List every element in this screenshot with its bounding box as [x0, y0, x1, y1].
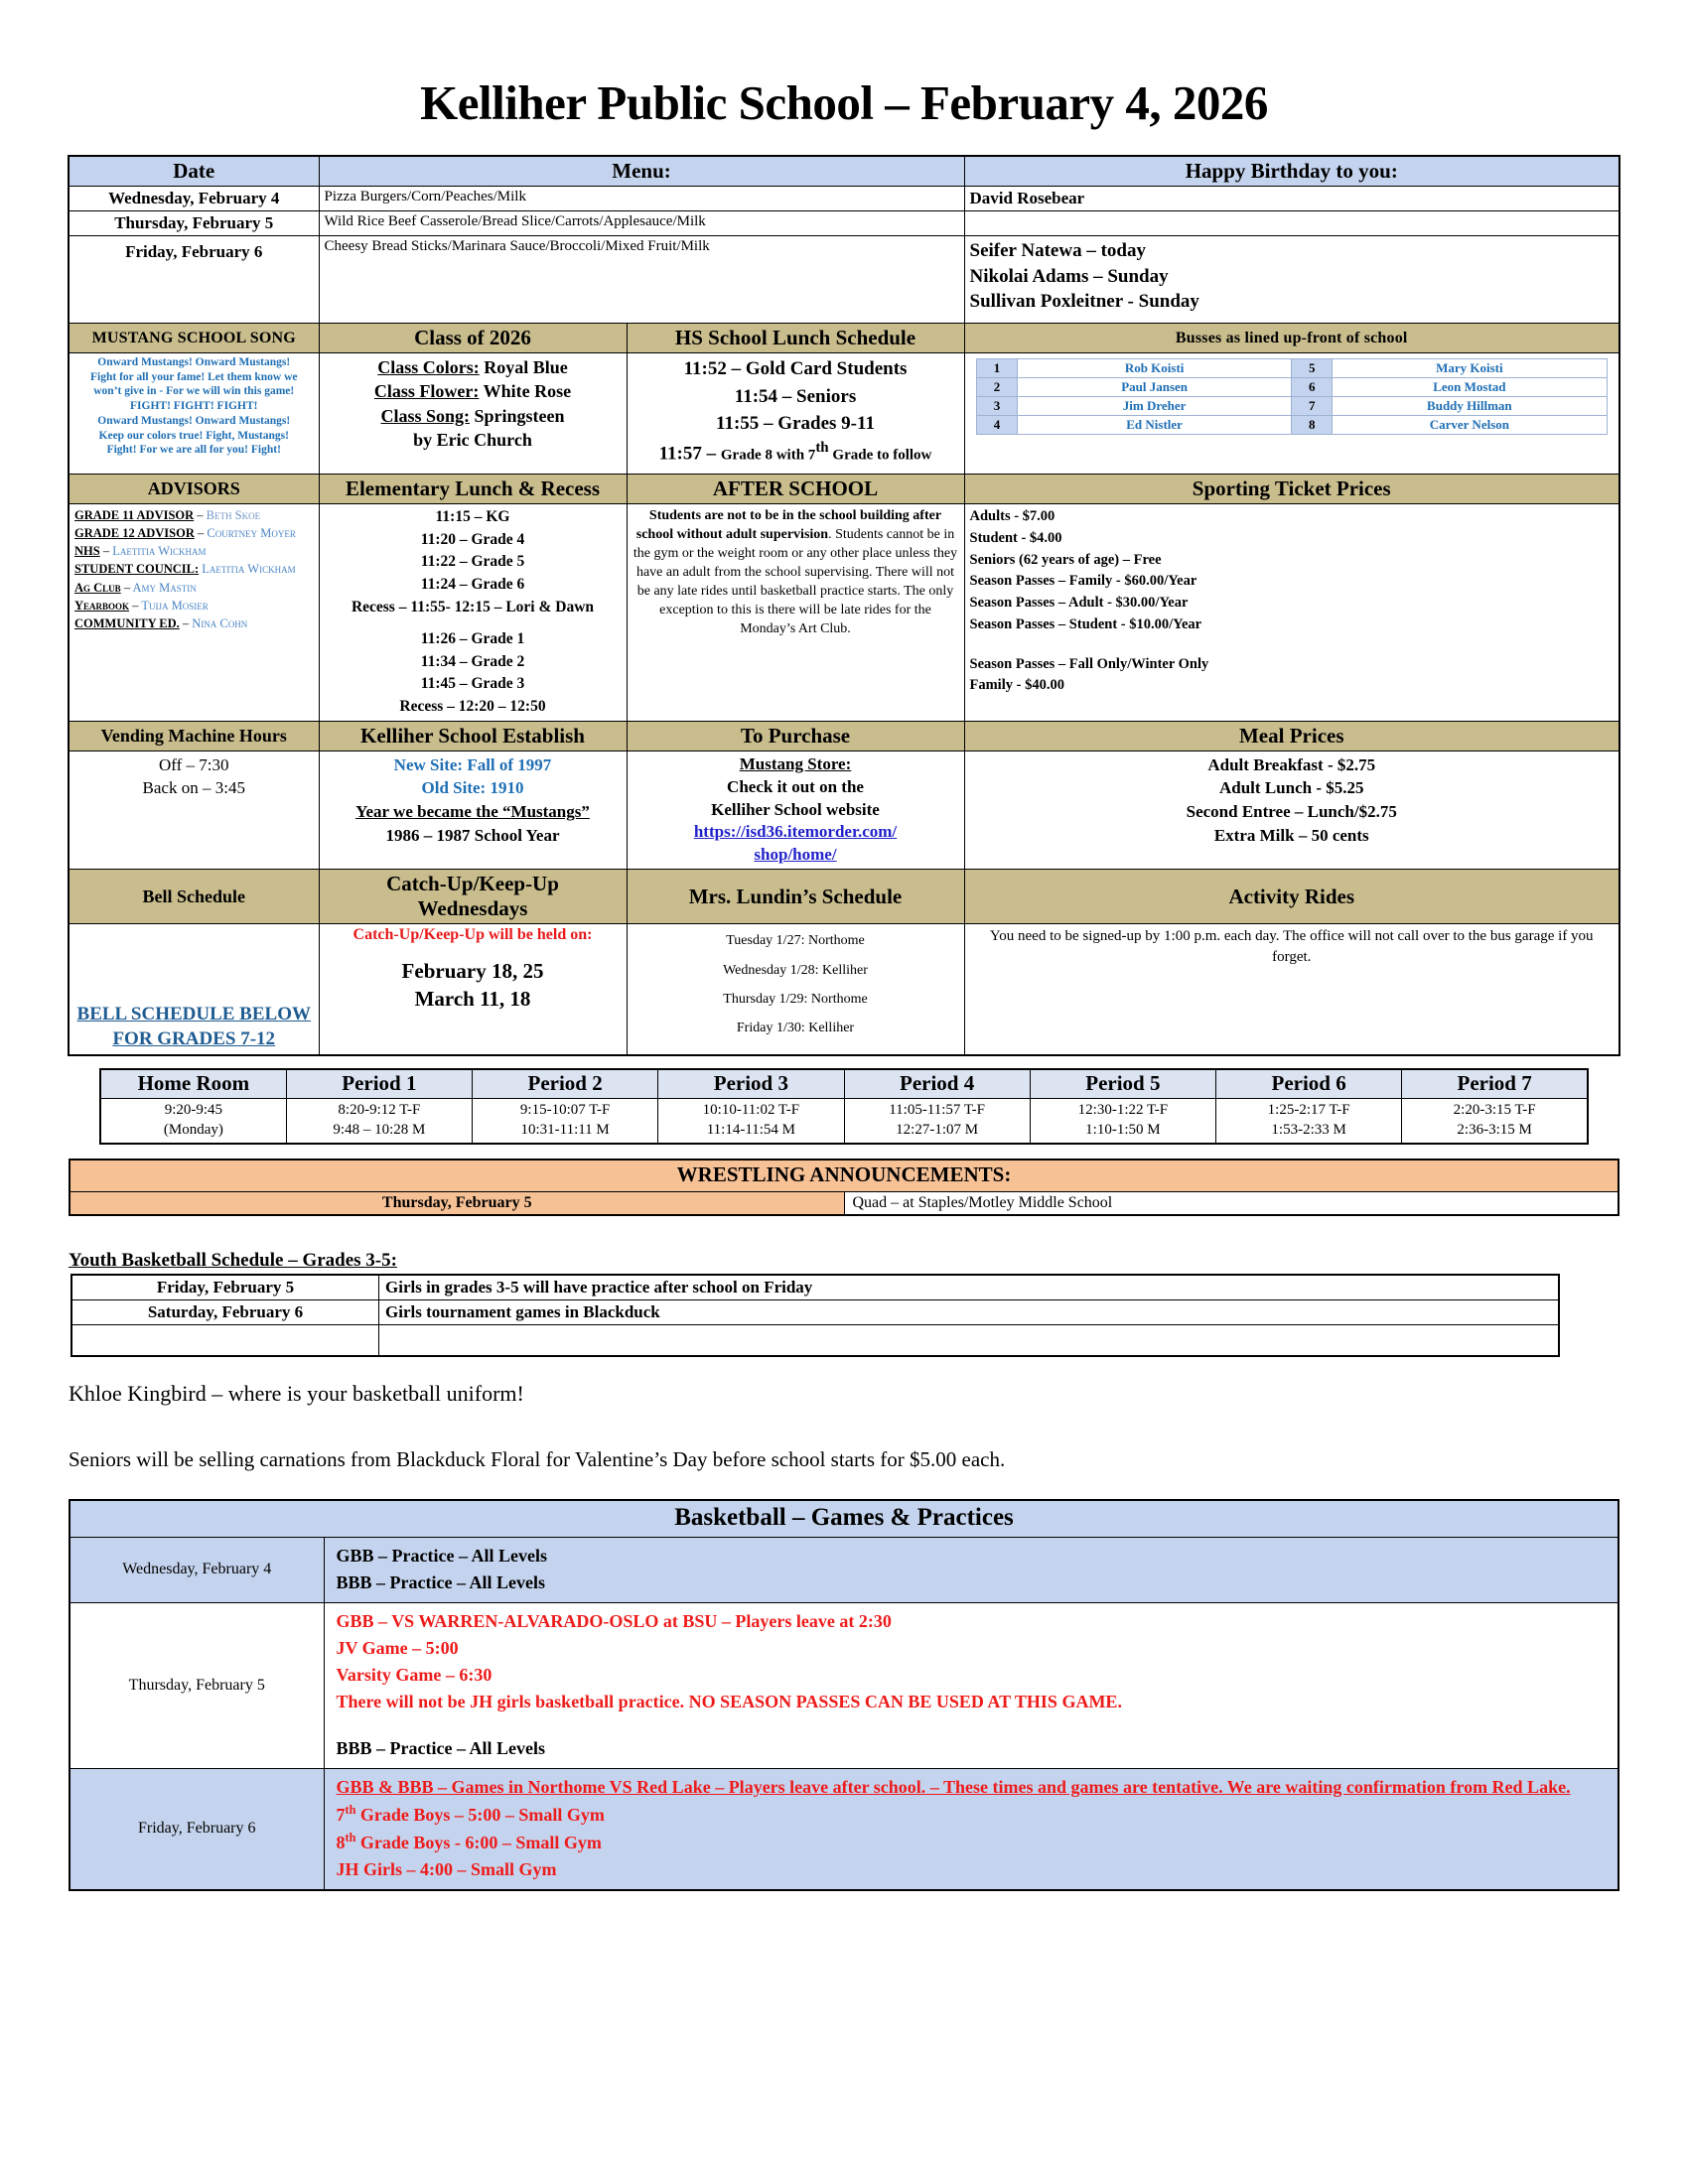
header-catch-up — [319, 870, 627, 924]
header-to-purchase: To Purchase — [627, 721, 964, 751]
advisors-list — [69, 504, 319, 722]
table-row — [70, 1537, 1618, 1602]
advisor-name: Laetitia Wickham — [202, 562, 296, 577]
advisor-name: Tuija Mosier — [141, 598, 209, 613]
table-row — [71, 1325, 1559, 1357]
yb-text: Girls tournament games in Blackduck — [379, 1300, 1560, 1325]
bus-driver: Carver Nelson — [1333, 416, 1607, 435]
lundin-line: Wednesday 1/28: Kelliher — [723, 962, 868, 978]
ticket-line: Student - $4.00 — [969, 529, 1062, 546]
period-header: Home Room — [100, 1069, 286, 1099]
bus-driver: Ed Nistler — [1017, 416, 1291, 435]
menu-text: Pizza Burgers/Corn/Peaches/Milk — [319, 187, 964, 211]
class-song-label: Class Song: — [380, 405, 470, 426]
class-colors-value: Royal Blue — [484, 357, 568, 377]
header-lundin: Mrs. Lundin’s Schedule — [627, 870, 964, 924]
bus-driver: Paul Jansen — [1017, 378, 1291, 397]
header-activity-rides: Activity Rides — [964, 870, 1619, 924]
advisor-role: COMMUNITY ED. — [74, 615, 180, 630]
establish-old-site: Old Site: 1910 — [421, 778, 524, 798]
wrestling-day: Thursday, February 5 — [70, 1192, 844, 1216]
birthday-name: David Rosebear — [964, 187, 1619, 211]
period-time-b: 1:10-1:50 M — [1085, 1121, 1161, 1138]
meal-prices-list — [964, 751, 1619, 870]
ticket-line: Family - $40.00 — [969, 677, 1064, 694]
bell-link-line2: FOR GRADES 7-12 — [112, 1028, 276, 1050]
section-header-row-4 — [69, 870, 1619, 924]
bus-number: 6 — [1292, 378, 1333, 397]
el-lunch-line: 11:20 – Grade 4 — [420, 530, 525, 548]
purchase-line: Check it out on the — [727, 776, 864, 796]
el-lunch-line: Recess – 11:55- 12:15 – Lori & Dawn — [351, 598, 595, 615]
advisor-item — [74, 579, 314, 597]
class-flower-row — [325, 379, 622, 403]
birthday-extra-item: Sullivan Poxleitner - Sunday — [969, 291, 1199, 313]
header-establish: Kelliher School Establish — [319, 721, 627, 751]
wrestling-header: WRESTLING ANNOUNCEMENTS: — [70, 1160, 1618, 1192]
basketball-day: Friday, February 6 — [70, 1768, 324, 1890]
advisor-name: Courtney Moyer — [207, 526, 296, 541]
basketball-event-line: BBB – Practice – All Levels — [336, 1571, 545, 1592]
period-time-a: 12:30-1:22 T-F — [1077, 1101, 1169, 1118]
hs-lunch-line: 11:55 – Grades 9-11 — [716, 413, 875, 435]
bus-number: 5 — [1292, 359, 1333, 378]
yb-text — [379, 1325, 1560, 1357]
song-line: Fight for all your fame! Let them know we — [90, 370, 298, 383]
advisor-role: GRADE 12 ADVISOR — [74, 526, 195, 541]
bus-number: 8 — [1292, 416, 1333, 435]
bell-schedule-link-cell[interactable] — [69, 924, 319, 1055]
col-header-date: Date — [69, 156, 319, 187]
notice-uniform: Khloe Kingbird – where is your basketball uniform! — [69, 1381, 524, 1407]
catchup-header-line2: Wednesdays — [417, 896, 528, 921]
hs-lunch-last-sup: th — [815, 439, 829, 456]
youth-basketball-wrap — [69, 1274, 1619, 1357]
bus-list-cell — [964, 353, 1619, 475]
el-lunch-spacer — [325, 618, 622, 628]
wrestling-event: Quad – at Staples/Motley Middle School — [844, 1192, 1618, 1216]
catchup-header-line1: Catch-Up/Keep-Up — [386, 872, 559, 896]
table-row — [70, 1768, 1618, 1890]
period-time-a: 1:25-2:17 T-F — [1267, 1101, 1350, 1118]
bus-number: 3 — [976, 397, 1017, 416]
song-line: Onward Mustangs! Onward Mustangs! — [97, 356, 291, 368]
bell-link-line1: BELL SCHEDULE BELOW — [76, 1004, 311, 1025]
advisor-name: Beth Skoe — [206, 508, 261, 522]
lundin-line: Thursday 1/29: Northome — [723, 992, 868, 1008]
period-times — [473, 1098, 658, 1144]
menu-header-row — [69, 156, 1619, 187]
catchup-date-line: March 11, 18 — [414, 986, 531, 1011]
class-2026-details — [319, 353, 627, 475]
period-times — [1402, 1098, 1588, 1144]
bus-driver: Leon Mostad — [1333, 378, 1607, 397]
purchase-info — [627, 751, 964, 870]
period-times — [658, 1098, 844, 1144]
meal-line: Second Entree – Lunch/$2.75 — [1186, 802, 1397, 822]
basketball-event-line: There will not be JH girls basketball practice. NO SEASON PASSES CAN BE USED AT THIS GAME. — [336, 1691, 1122, 1711]
basketball-events — [324, 1768, 1618, 1890]
hs-lunch-last-b: Grade to follow — [828, 446, 932, 463]
bus-number: 2 — [976, 378, 1017, 397]
menu-date: Thursday, February 5 — [69, 211, 319, 236]
yb-text: Girls in grades 3-5 will have practice after school on Friday — [379, 1275, 1560, 1300]
birthday-extra-list — [964, 236, 1619, 324]
bus-number: 4 — [976, 416, 1017, 435]
period-time-b: 11:14-11:54 M — [706, 1121, 796, 1138]
header-advisors: ADVISORS — [69, 475, 319, 504]
class-flower-label: Class Flower: — [373, 381, 480, 402]
period-header: Period 2 — [473, 1069, 658, 1099]
section-header-row-1 — [69, 324, 1619, 353]
ticket-prices-list — [964, 504, 1619, 722]
advisor-item — [74, 597, 314, 614]
class-colors-row — [325, 355, 622, 379]
menu-row-friday — [69, 236, 1619, 324]
bus-driver: Rob Koisti — [1017, 359, 1291, 378]
bell-period-table — [99, 1068, 1589, 1146]
period-times — [286, 1098, 472, 1144]
el-lunch-line: 11:34 – Grade 2 — [420, 652, 525, 670]
class-song-artist: by Eric Church — [413, 429, 532, 450]
vending-line: Off – 7:30 — [158, 754, 229, 774]
el-lunch-line: 11:22 – Grade 5 — [420, 553, 525, 571]
meal-line: Extra Milk – 50 cents — [1213, 826, 1369, 846]
advisor-role: GRADE 11 ADVISOR — [74, 508, 195, 522]
period-times-row — [100, 1098, 1588, 1144]
menu-date: Wednesday, February 4 — [69, 187, 319, 211]
basketball-event-line: 7th Grade Boys – 5:00 – Small Gym — [336, 1802, 605, 1825]
period-time-a: 10:10-11:02 T-F — [702, 1101, 800, 1118]
after-school-text — [627, 504, 964, 722]
meal-line: Adult Breakfast - $2.75 — [1207, 754, 1376, 774]
period-header: Period 3 — [658, 1069, 844, 1099]
menu-row-thursday — [69, 211, 1619, 236]
section-content-row-4 — [69, 924, 1619, 1055]
after-school-rest: . Students cannot be in the gym or the weight room or any other place unless they have an adult from the school supervising. There will not be any late rides until basketball practice starts. The only exception to this is there will be late rides for the Monday’s Art Club. — [633, 527, 958, 637]
el-lunch-line: 11:26 – Grade 1 — [420, 630, 525, 648]
el-lunch-line: Recess – 12:20 – 12:50 — [399, 698, 546, 715]
youth-basketball-title: Youth Basketball Schedule – Grades 3-5: — [69, 1250, 397, 1272]
advisor-role: Ag Club — [74, 580, 121, 595]
hs-lunch-line: 11:54 – Seniors — [734, 385, 857, 407]
basketball-event-line: GBB – VS WARREN-ALVARADO-OSLO at BSU – Players leave at 2:30 — [336, 1610, 892, 1631]
birthday-empty — [964, 211, 1619, 236]
mustang-store-link-cont[interactable]: shop/home/ — [754, 845, 837, 865]
catchup-content — [319, 924, 627, 1055]
class-song-row — [325, 404, 622, 428]
period-time-a: 9:20-9:45 — [164, 1101, 223, 1118]
elementary-lunch-list — [319, 504, 627, 722]
advisor-name: Nina Cohn — [192, 615, 248, 630]
establish-mustang-year: 1986 – 1987 School Year — [385, 826, 560, 846]
menu-text: Wild Rice Beef Casserole/Bread Slice/Carrots/Applesauce/Milk — [319, 211, 964, 236]
establish-info — [319, 751, 627, 870]
main-info-grid — [68, 155, 1620, 1056]
advisor-sep: – — [120, 580, 133, 595]
period-header: Period 6 — [1216, 1069, 1402, 1099]
lundin-schedule — [627, 924, 964, 1055]
activity-rides-text: You need to be signed-up by 1:00 p.m. each day. The office will not call over to the bus garage if you forget. — [964, 924, 1619, 1055]
song-line: Onward Mustangs! Onward Mustangs! — [97, 414, 291, 427]
col-header-birthday: Happy Birthday to you: — [964, 156, 1619, 187]
advisor-sep: – — [99, 544, 113, 559]
class-flower-value: White Rose — [483, 381, 572, 402]
advisor-item — [74, 560, 314, 578]
period-time-b: 10:31-11:11 M — [520, 1121, 610, 1138]
song-line: Fight! For we are all for you! Fight! — [106, 444, 281, 457]
class-colors-label: Class Colors: — [377, 357, 480, 377]
mustang-store-link[interactable]: https://isd36.itemorder.com/ — [693, 822, 898, 842]
period-time-a: 8:20-9:12 T-F — [338, 1101, 421, 1118]
song-line: won’t give in - For we will win this game! — [93, 385, 295, 398]
el-lunch-line: 11:45 – Grade 3 — [420, 675, 525, 693]
menu-date: Friday, February 6 — [69, 236, 319, 324]
advisor-sep: – — [194, 526, 208, 541]
advisor-item — [74, 506, 314, 524]
hs-lunch-schedule — [627, 353, 964, 475]
advisor-sep: – — [179, 615, 193, 630]
section-content-row-2 — [69, 504, 1619, 722]
period-times — [100, 1098, 286, 1144]
menu-row-wednesday — [69, 187, 1619, 211]
header-ticket-prices: Sporting Ticket Prices — [964, 475, 1619, 504]
advisor-role: STUDENT COUNCIL: — [74, 562, 200, 577]
header-busses: Busses as lined up-front of school — [964, 324, 1619, 353]
wrestling-header-row — [70, 1160, 1618, 1192]
basketball-schedule-table — [69, 1499, 1619, 1891]
lundin-line: Friday 1/30: Kelliher — [736, 1021, 855, 1036]
bus-row — [976, 416, 1607, 435]
period-header: Period 1 — [286, 1069, 472, 1099]
header-hs-lunch: HS School Lunch Schedule — [627, 324, 964, 353]
bus-table — [976, 358, 1608, 435]
basketball-event-line: GBB & BBB – Games in Northome VS Red Lake – Players leave after school. – These times and games are tentative. We are waiting confirmation from Red Lake. — [336, 1776, 1571, 1797]
establish-new-site: New Site: Fall of 1997 — [393, 754, 552, 774]
bus-number: 7 — [1292, 397, 1333, 416]
basketball-event-line: JV Game – 5:00 — [336, 1637, 459, 1658]
section-content-row-1 — [69, 353, 1619, 475]
period-time-b: (Monday) — [163, 1121, 223, 1138]
wrestling-announcements-table — [69, 1159, 1619, 1216]
bus-row — [976, 397, 1607, 416]
establish-mustang-label: Year we became the “Mustangs” — [355, 802, 590, 822]
bus-row — [976, 378, 1607, 397]
class-song-value: Springsteen — [474, 405, 565, 426]
bus-driver: Mary Koisti — [1333, 359, 1607, 378]
header-bell-schedule: Bell Schedule — [69, 870, 319, 924]
song-line: Keep our colors true! Fight, Mustangs! — [98, 429, 289, 442]
period-header: Period 4 — [844, 1069, 1030, 1099]
song-line: FIGHT! FIGHT! FIGHT! — [130, 400, 258, 413]
period-times — [1030, 1098, 1215, 1144]
bell-schedule-link[interactable] — [77, 1003, 311, 1051]
period-times — [844, 1098, 1030, 1144]
header-vending: Vending Machine Hours — [69, 721, 319, 751]
table-row — [71, 1300, 1559, 1325]
header-after-school: AFTER SCHOOL — [627, 475, 964, 504]
basketball-event-line: 8th Grade Boys - 6:00 – Small Gym — [336, 1830, 602, 1852]
table-row — [70, 1602, 1618, 1768]
basketball-event-line: Varsity Game – 6:30 — [336, 1664, 492, 1685]
advisor-name: Amy Mastin — [132, 580, 197, 595]
period-time-a: 9:15-10:07 T-F — [519, 1101, 611, 1118]
section-content-row-3 — [69, 751, 1619, 870]
ticket-line: Adults - $7.00 — [969, 508, 1055, 524]
notice-carnations: Seniors will be selling carnations from Blackduck Floral for Valentine’s Day before school starts for $5.00 each. — [69, 1447, 1006, 1472]
school-song-lyrics — [69, 353, 319, 475]
advisor-sep: – — [129, 598, 142, 613]
lundin-line: Tuesday 1/27: Northome — [726, 933, 865, 949]
section-header-row-3 — [69, 721, 1619, 751]
advisor-item — [74, 524, 314, 542]
bus-number: 1 — [976, 359, 1017, 378]
basketball-events — [324, 1602, 1618, 1768]
basketball-event-line: GBB – Practice – All Levels — [336, 1545, 547, 1566]
header-class-2026: Class of 2026 — [319, 324, 627, 353]
catchup-dates — [325, 944, 622, 1013]
vending-line: Back on – 3:45 — [142, 778, 245, 798]
basketball-day: Thursday, February 5 — [70, 1602, 324, 1768]
advisor-role: NHS — [74, 544, 100, 559]
hs-lunch-line-last — [633, 438, 959, 468]
bus-driver: Jim Dreher — [1017, 397, 1291, 416]
header-school-song: MUSTANG SCHOOL SONG — [69, 324, 319, 353]
period-time-b: 12:27-1:07 M — [896, 1121, 979, 1138]
period-time-a: 11:05-11:57 T-F — [889, 1101, 986, 1118]
bus-driver: Buddy Hillman — [1333, 397, 1607, 416]
period-times — [1216, 1098, 1402, 1144]
basketball-day: Wednesday, February 4 — [70, 1537, 324, 1602]
wrestling-row — [70, 1192, 1618, 1216]
period-time-b: 2:36-3:15 M — [1457, 1121, 1532, 1138]
el-lunch-line: 11:15 – KG — [435, 508, 510, 525]
period-time-b: 9:48 – 10:28 M — [333, 1121, 426, 1138]
catchup-date-line: February 18, 25 — [401, 959, 544, 984]
ticket-spacer — [970, 636, 1615, 654]
youth-basketball-table — [70, 1274, 1560, 1357]
period-header-row — [100, 1069, 1588, 1099]
ticket-line: Season Passes – Family - $60.00/Year — [969, 573, 1197, 590]
advisor-sep: – — [194, 508, 207, 522]
basketball-header-row — [70, 1500, 1618, 1538]
advisor-item — [74, 542, 314, 560]
period-header: Period 7 — [1402, 1069, 1588, 1099]
hs-lunch-last-time: 11:57 – — [658, 442, 721, 464]
advisor-name: Laetitia Wickham — [112, 544, 207, 559]
meal-line: Adult Lunch - $5.25 — [1219, 778, 1364, 798]
catchup-notice: Catch-Up/Keep-Up will be held on: — [352, 926, 593, 944]
el-lunch-line: 11:24 – Grade 6 — [420, 575, 525, 593]
birthday-extra-item: Seifer Natewa – today — [969, 240, 1146, 261]
basketball-header: Basketball – Games & Practices — [70, 1500, 1618, 1538]
period-header: Period 5 — [1030, 1069, 1215, 1099]
birthday-extra-item: Nikolai Adams – Sunday — [969, 265, 1169, 287]
ticket-line: Seniors (62 years of age) – Free — [969, 551, 1162, 568]
vending-hours — [69, 751, 319, 870]
period-time-a: 2:20-3:15 T-F — [1453, 1101, 1536, 1118]
purchase-line: Kelliher School website — [711, 799, 880, 819]
header-elementary-lunch: Elementary Lunch & Recess — [319, 475, 627, 504]
hs-lunch-line: 11:52 – Gold Card Students — [683, 358, 908, 379]
mustang-store-label: Mustang Store: — [739, 753, 852, 773]
ticket-line: Season Passes – Student - $10.00/Year — [969, 615, 1202, 632]
basketball-event-line: BBB – Practice – All Levels — [336, 1737, 545, 1758]
yb-day: Friday, February 5 — [71, 1275, 379, 1300]
yb-day: Saturday, February 6 — [71, 1300, 379, 1325]
menu-text: Cheesy Bread Sticks/Marinara Sauce/Broccoli/Mixed Fruit/Milk — [319, 236, 964, 324]
advisor-role: Yearbook — [74, 598, 130, 613]
header-meal-prices: Meal Prices — [964, 721, 1619, 751]
bus-row — [976, 359, 1607, 378]
period-time-b: 1:53-2:33 M — [1271, 1121, 1346, 1138]
ticket-line: Season Passes – Fall Only/Winter Only — [969, 655, 1209, 672]
basketball-events — [324, 1537, 1618, 1602]
ticket-line: Season Passes – Adult - $30.00/Year — [969, 595, 1189, 611]
yb-day — [71, 1325, 379, 1357]
basketball-event-line: JH Girls – 4:00 – Small Gym — [336, 1858, 557, 1879]
section-header-row-2 — [69, 475, 1619, 504]
page-title: Kelliher Public School – February 4, 2026 — [420, 75, 1268, 130]
table-row — [71, 1275, 1559, 1300]
basketball-spacer — [337, 1715, 1611, 1735]
advisor-item — [74, 614, 314, 632]
col-header-menu: Menu: — [319, 156, 964, 187]
hs-lunch-last-a: Grade 8 with 7 — [720, 446, 816, 463]
after-school-bold: Students are not to be in the school building after school without adult supervision — [635, 508, 942, 543]
